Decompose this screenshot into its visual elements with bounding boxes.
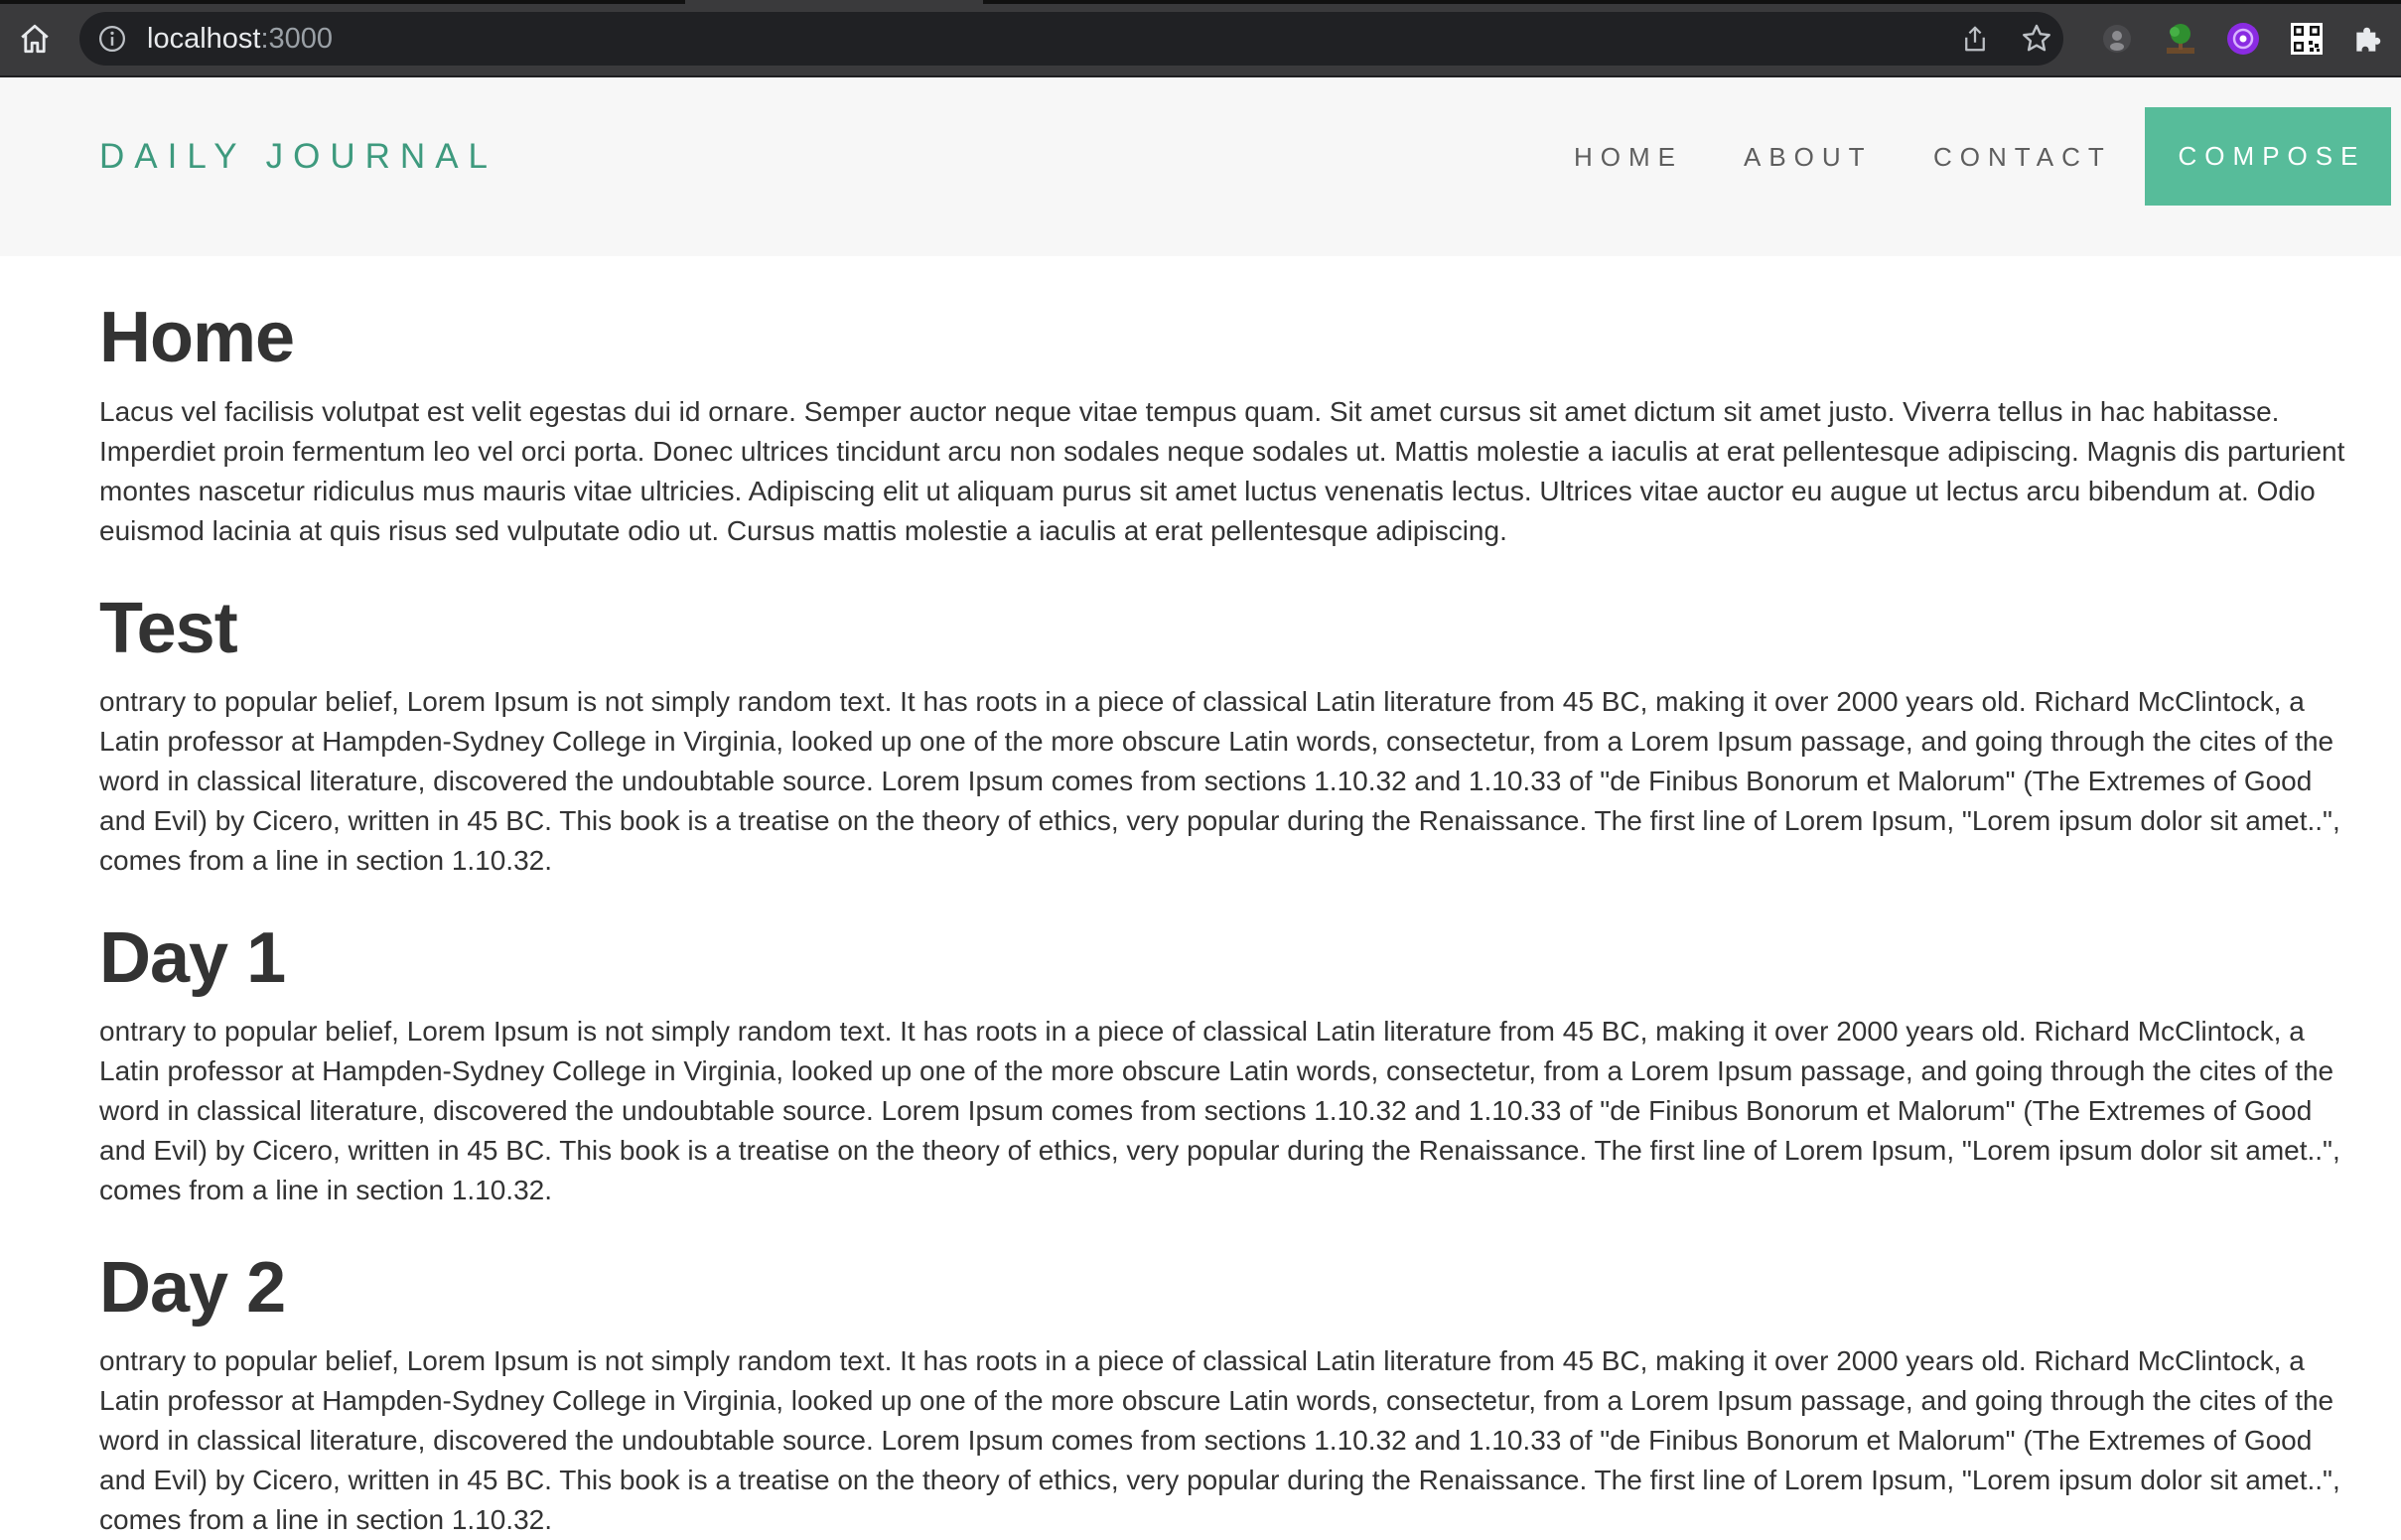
bookmark-star-icon[interactable] — [2020, 22, 2053, 56]
nav-link-contact[interactable]: CONTACT — [1933, 142, 2112, 172]
post-title: Test — [99, 589, 237, 668]
tab-strip-edge — [983, 0, 2401, 4]
post-title: Day 2 — [99, 1248, 286, 1328]
post-title: Day 1 — [99, 918, 286, 998]
home-icon[interactable] — [14, 18, 56, 60]
compose-button[interactable]: COMPOSE — [2145, 107, 2391, 206]
address-bar[interactable] — [79, 12, 2063, 66]
qr-code-icon[interactable] — [2288, 20, 2326, 58]
tab-strip-edge — [0, 0, 685, 4]
post-body: Lacus vel facilisis volutpat est velit egestas dui id ornare. Semper auctor neque vitae tempus quam. Sit amet cursus sit amet dictum sit amet justo. Viverra tellus in hac habitasse. Imperdiet proin fermentum leo vel orci porta. Donec ultrices tincidunt arcu non sodales neque sodales ut. Mattis molestie a iaculis at erat pellentesque adipiscing. Magnis dis parturient montes nascetur ridiculus mus mauris vitae ultricies. Adipiscing elit ut aliquam purus sit amet luctus venenatis lectus. Ultrices vitae auctor eu augue ut lectus arcu bibendum at. Odio euismod lacinia at quis risus sed vulputate odio ut. Cursus mattis molestie a iaculis at erat pellentesque adipiscing. — [99, 396, 2345, 546]
post-body: ontrary to popular belief, Lorem Ipsum is not simply random text. It has roots in a piece of classical Latin literature from 45 BC, making it over 2000 years old. Richard McClintock, a Latin professor at Hampden-Sydney College in Virginia, looked up one of the more obscure Latin words, consectetur, from a Lorem Ipsum passage, and going through the cites of the word in classical literature, discovered the undoubtable source. Lorem Ipsum comes from sections 1.10.32 and 1.10.33 of "de Finibus Bonorum et Malorum" (The Extremes of Good and Evil) by Cicero, written in 45 BC. This book is a treatise on the theory of ethics, very popular during the Renaissance. The first line of Lorem Ipsum, "Lorem ipsum dolor sit amet..", comes from a line in section 1.10.32. — [99, 1016, 2340, 1205]
page-title: Home — [99, 298, 295, 377]
post-body: ontrary to popular belief, Lorem Ipsum is not simply random text. It has roots in a piece of classical Latin literature from 45 BC, making it over 2000 years old. Richard McClintock, a Latin professor at Hampden-Sydney College in Virginia, looked up one of the more obscure Latin words, consectetur, from a Lorem Ipsum passage, and going through the cites of the word in classical literature, discovered the undoubtable source. Lorem Ipsum comes from sections 1.10.32 and 1.10.33 of "de Finibus Bonorum et Malorum" (The Extremes of Good and Evil) by Cicero, written in 45 BC. This book is a treatise on the theory of ethics, very popular during the Renaissance. The first line of Lorem Ipsum, "Lorem ipsum dolor sit amet..", comes from a line in section 1.10.32. — [99, 686, 2340, 876]
browser-toolbar — [0, 0, 2401, 77]
purple-extension-icon[interactable] — [2224, 20, 2262, 58]
brand-logo[interactable]: DAILY JOURNAL — [99, 137, 498, 176]
nav-link-home[interactable]: HOME — [1574, 142, 1683, 172]
puzzle-extensions-icon[interactable] — [2350, 20, 2388, 58]
tree-extension-icon[interactable] — [2162, 20, 2199, 58]
url-text — [147, 12, 333, 66]
profile-avatar-icon[interactable] — [2098, 20, 2136, 58]
posts-container — [99, 256, 2363, 1540]
url-port: :3000 — [260, 23, 334, 55]
site-info-icon[interactable] — [97, 24, 127, 54]
post-body: ontrary to popular belief, Lorem Ipsum is not simply random text. It has roots in a piece of classical Latin literature from 45 BC, making it over 2000 years old. Richard McClintock, a Latin professor at Hampden-Sydney College in Virginia, looked up one of the more obscure Latin words, consectetur, from a Lorem Ipsum passage, and going through the cites of the word in classical literature, discovered the undoubtable source. Lorem Ipsum comes from sections 1.10.32 and 1.10.33 of "de Finibus Bonorum et Malorum" (The Extremes of Good and Evil) by Cicero, written in 45 BC. This book is a treatise on the theory of ethics, very popular during the Renaissance. The first line of Lorem Ipsum, "Lorem ipsum dolor sit amet..", comes from a line in section 1.10.32. — [99, 1345, 2340, 1535]
share-icon[interactable] — [1960, 24, 1990, 54]
nav-link-about[interactable]: ABOUT — [1744, 142, 1873, 172]
site-navbar — [0, 77, 2401, 256]
url-host: localhost — [147, 23, 261, 55]
